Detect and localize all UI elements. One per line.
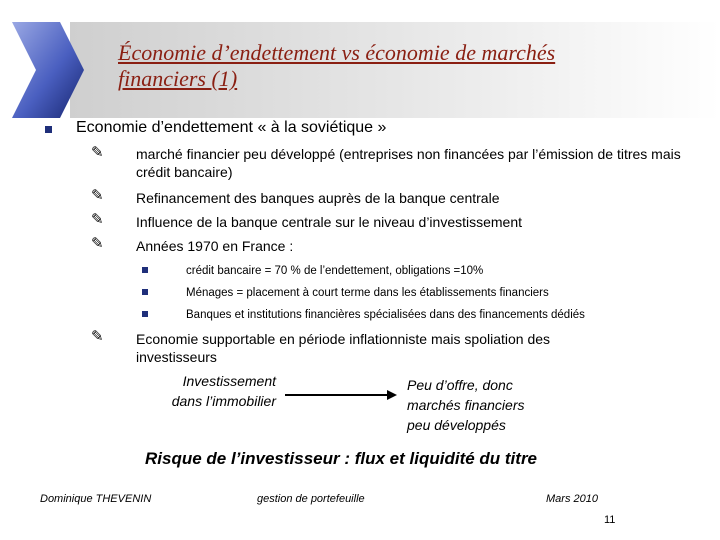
subpoint-2: Ménages = placement à court terme dans les établissements financiers	[186, 287, 549, 299]
point-4: Années 1970 en France :	[136, 238, 294, 254]
slide-title: Économie d’endettement vs économie de marchés financiers (1)	[118, 40, 556, 91]
point-1: marché financier peu développé (entreprises non financées par l’émission de titres mais crédit bancaire)	[136, 146, 681, 180]
footer-author: Dominique THEVENIN	[40, 493, 152, 505]
risk-statement: Risque de l’investisseur : flux et liquidité du titre	[145, 449, 538, 468]
subpoint-1: crédit bancaire = 70 % de l’endettement, obligations =10%	[186, 265, 484, 277]
pen-bullet-icon: ✎	[91, 235, 104, 252]
point-3: Influence de la banque centrale sur le niveau d’investissement	[136, 214, 523, 230]
pen-bullet-icon: ✎	[91, 328, 104, 345]
footer-date: Mars 2010	[546, 493, 598, 505]
point-2: Refinancement des banques auprès de la banque centrale	[136, 190, 500, 206]
square-bullet-icon	[45, 126, 52, 133]
pen-bullet-icon: ✎	[91, 211, 104, 228]
page-number: 11	[604, 514, 616, 526]
main-heading: Economie d’endettement « à la soviétique »	[76, 119, 387, 136]
diagram-right-text: Peu d’offre, donc marchés financiers peu développés	[407, 377, 525, 433]
diagram-left-text: Investissement dans l’immobilier	[171, 373, 276, 409]
point-5: Economie supportable en période inflationniste mais spoliation des investisseurs	[136, 331, 551, 365]
right-arrow-icon	[285, 389, 397, 401]
pen-bullet-icon: ✎	[91, 144, 104, 161]
subpoint-3: Banques et institutions financières spécialisées dans des financements dédiés	[186, 309, 585, 321]
square-bullet-icon	[142, 267, 148, 273]
square-bullet-icon	[142, 289, 148, 295]
square-bullet-icon	[142, 311, 148, 317]
footer-center: gestion de portefeuille	[257, 493, 365, 505]
pen-bullet-icon: ✎	[91, 187, 104, 204]
